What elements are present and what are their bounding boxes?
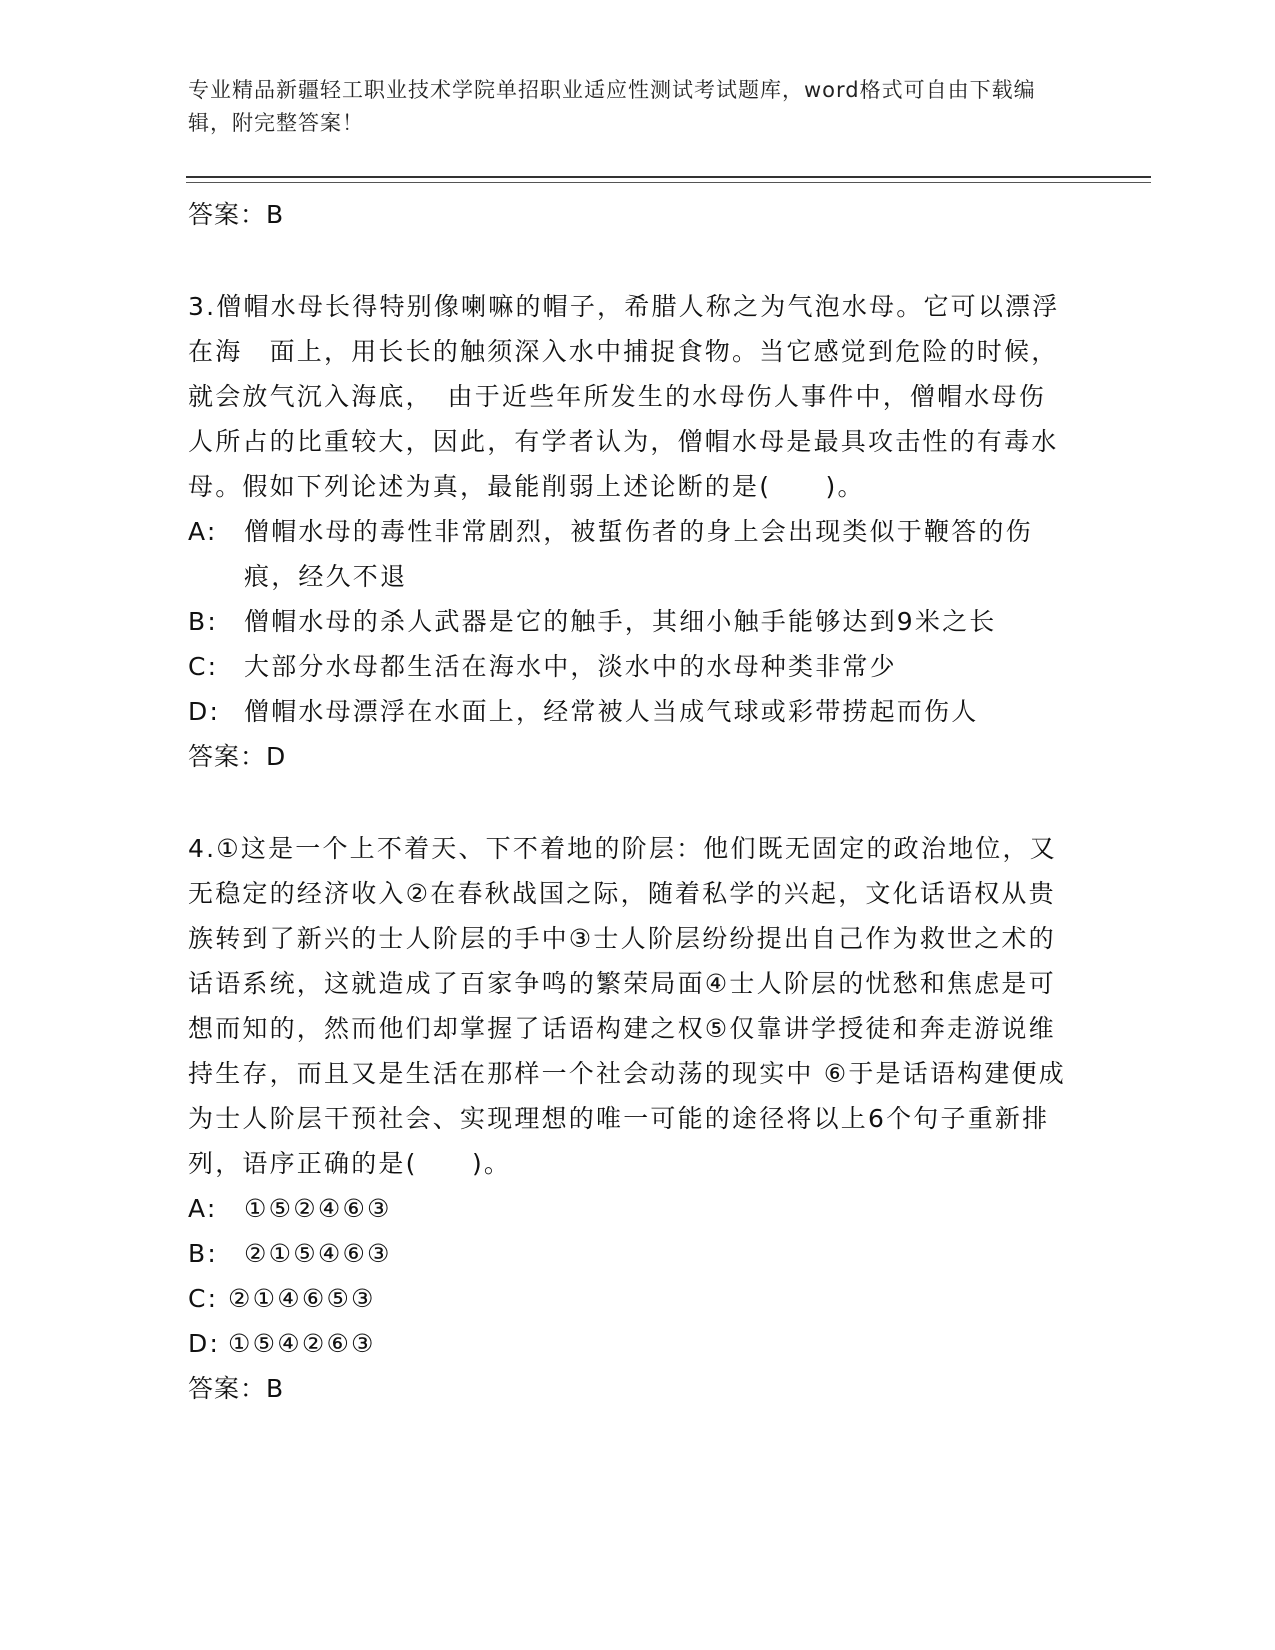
previous-answer: 答案：B [188, 200, 285, 229]
question-3 [188, 284, 1068, 780]
question-stem: 4.①这是一个上不着天、下不着地的阶层：他们既无固定的政治地位，又无稳定的经济收入②在春秋战国之际，随着私学的兴起，文化话语权从贵族转到了新兴的士人阶层的手中③士人阶层纷纷提出自己作为救世之术的话语系统，这就造成了百家争鸣的繁荣局面④士人阶层的忧愁和焦虑是可想而知的，然而他们却掌握了话语构建之权⑤仅靠讲学授徒和奔走游说维持生存，而且又是生活在那样一个社会动荡的现实中 ⑥于是话语构建便成为士人阶层干预社会、实现理想的唯一可能的途径将以上6个句子重新排列，语序正确的是( )。 [188, 834, 1066, 1178]
option-d [188, 1321, 1068, 1366]
option-text: ②①④⑥⑤③ [228, 1284, 376, 1313]
option-text: 僧帽水母漂浮在水面上，经常被人当成气球或彩带捞起而伤人 [244, 697, 979, 726]
option-c [188, 1276, 1068, 1321]
question-4 [188, 826, 1068, 1412]
option-text: 大部分水母都生活在海水中，淡水中的水母种类非常少 [244, 652, 897, 681]
option-b [188, 1231, 1068, 1276]
option-text: 僧帽水母的毒性非常剧烈，被蜇伤者的身上会出现类似于鞭答的伤痕，经久不退 [244, 517, 1033, 591]
option-key: B: [188, 607, 218, 636]
option-text: ①⑤④②⑥③ [228, 1329, 376, 1358]
header-rule-thick [186, 176, 1151, 178]
option-key: B: [188, 1239, 218, 1268]
option-a [188, 509, 1068, 599]
option-key: A: [188, 517, 218, 546]
option-b [188, 599, 1068, 644]
option-text: 僧帽水母的杀人武器是它的触手，其细小触手能够达到9米之长 [244, 607, 997, 636]
option-key: A: [188, 1194, 218, 1223]
option-key: D: [188, 697, 221, 726]
option-a [188, 1186, 1068, 1231]
document-body [188, 186, 1068, 1412]
question-stem: 3.僧帽水母长得特别像喇嘛的帽子，希腊人称之为气泡水母。它可以漂浮在海 面上，用长长的触须深入水中捕捉食物。当它感觉到危险的时候，就会放气沉入海底， 由于近些年所发生的水母伤人事件中，僧帽水母伤人所占的比重较大，因此，有学者认为，僧帽水母是最具攻击性的有毒水母。假如下列论述为真，最能削弱上述论断的是( )。 [188, 292, 1060, 501]
header-rule-thin [186, 182, 1151, 183]
option-d [188, 689, 1068, 734]
option-text: ①⑤②④⑥③ [244, 1194, 392, 1223]
question-answer: 答案：D [188, 742, 287, 771]
page-header: 专业精品新疆轻工职业技术学院单招职业适应性测试考试题库，word格式可自由下载编辑，附完整答案！ [188, 78, 1036, 135]
option-c [188, 644, 1068, 689]
option-key: C: [188, 652, 219, 681]
option-key: D: [188, 1329, 221, 1358]
option-text: ②①⑤④⑥③ [244, 1239, 392, 1268]
option-key: C: [188, 1284, 219, 1313]
question-answer: 答案：B [188, 1374, 285, 1403]
